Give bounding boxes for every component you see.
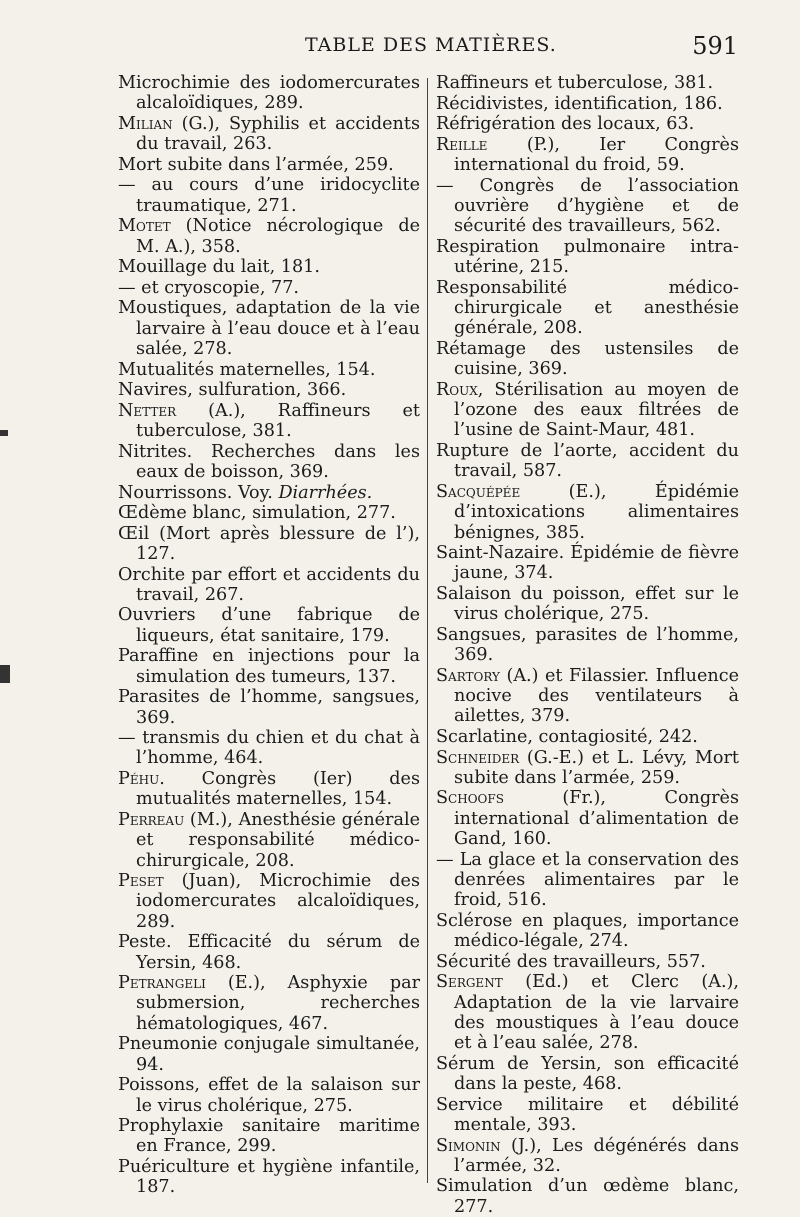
index-column-left [118,73,420,1198]
entry-text: Puériculture et hygiène infantile, 187. [118,1157,420,1198]
index-entry [436,584,739,625]
entry-text: Paraffine en injections pour la simulation des tumeurs, 137. [118,646,420,687]
index-entry [118,503,420,523]
author-name: Peset [118,871,164,892]
entry-text: (A.) et Filassier. Influence nocive des ventilateurs à ailettes, 379. [454,665,739,727]
index-entry [118,298,420,359]
entry-text: Sclérose en plaques, importance médico-légale, 274. [436,910,739,952]
index-entry [436,114,739,134]
author-name: Sartory [436,665,500,686]
index-entry [436,1095,739,1136]
index-entry [436,73,739,93]
index-entry [436,339,739,380]
entry-text: Microchimie des iodomercurates alcaloïdiques, 289. [118,73,420,114]
index-entry [118,1075,420,1116]
author-name: Roux [436,379,478,400]
entry-text: Mort subite dans l’armée, 259. [118,154,394,175]
index-entry [118,380,420,400]
entry-text: . Congrès (Ier) des mutualités maternelles, 154. [136,769,420,810]
author-name: Sergent [436,972,503,993]
page-title: TABLE DES MATIÈRES. [305,34,557,56]
index-entry [436,135,739,176]
index-entry [436,911,739,952]
author-name: Péhu [118,769,160,790]
index-entry [436,380,739,441]
index-entry [118,769,420,810]
index-column-right [436,73,739,1217]
index-entry [436,850,739,911]
index-entry [436,788,739,849]
entry-text: Sangsues, parasites de l’homme, 369. [436,624,739,666]
author-name: Simonin [436,1135,501,1156]
entry-text: (M.), Anesthésie générale et responsabilité médico-chirurgicale, 208. [136,809,420,871]
index-entry [118,810,420,871]
index-entry [436,727,739,747]
entry-text: Mouillage du lait, 181. [118,257,320,278]
entry-text: — au cours d’une iridocyclite traumatique, 271. [118,175,420,216]
author-name: Sacquépée [436,481,521,502]
index-entry [118,1034,420,1075]
entry-text: Service militaire et débilité mentale, 393. [436,1094,739,1135]
entry-text: (E.), Asphyxie par submersion, recherches hématologiques, 467. [136,973,420,1034]
entry-text: Nitrites. Recherches dans les eaux de boisson, 369. [118,441,420,482]
entry-text: Salaison du poisson, effet sur le virus cholérique, 275. [436,583,739,625]
index-entry [118,73,420,114]
index-entry [118,687,420,728]
author-name: Milian [118,113,173,134]
index-entry [118,114,420,155]
entry-text: Mutualités maternelles, 154. [118,359,376,380]
entry-text: (E.), Épidémie d’intoxications alimentaires bénignes, 385. [454,481,739,543]
entry-text: (Juan), Microchimie des iodomercurates alcaloïdiques, 289. [136,871,420,932]
index-entry [118,360,420,380]
index-entry [436,176,739,237]
index-entry [118,871,420,932]
index-entry [436,278,739,339]
entry-text: Pneumonie conjugale simultanée, 94. [118,1034,420,1075]
running-header [0,32,800,62]
entry-text: — Congrès de l’association ouvrière d’hygiène et de sécurité des travailleurs, 562. [436,175,739,237]
index-entry [436,1136,739,1177]
index-entry [436,952,739,972]
index-entry [118,565,420,606]
entry-text: Rupture de l’aorte, accident du travail, 587. [436,441,739,482]
index-entry [118,278,420,298]
entry-text: Simulation d’un œdème blanc, 277. [436,1176,739,1217]
entry-text: Récidivistes, identification, 186. [436,93,723,114]
entry-text: (G.-E.) et L. Lévy, Mort subite dans l’armée, 259. [454,747,739,788]
index-entry [436,94,739,114]
entry-text: (Ed.) et Clerc (A.), Adaptation de la vie larvaire des moustiques à l’eau douce et à l’eau salée, 278. [454,972,739,1054]
entry-text: Rétamage des ustensiles de cuisine, 369. [436,338,739,380]
index-entry [118,257,420,277]
entry-text: Œdème blanc, simulation, 277. [118,503,396,524]
index-entry [118,216,420,257]
index-entry [436,1054,739,1095]
index-entry [118,932,420,973]
entry-text: Poissons, effet de la salaison sur le virus cholérique, 275. [118,1075,420,1116]
entry-text: Nourrissons. Voy. [118,482,279,503]
index-entry [118,401,420,442]
entry-text: Responsabilité médico-chirurgicale et anesthésie générale, 208. [436,277,739,339]
page-number: 591 [692,32,738,60]
index-entry [436,748,739,789]
page-edge-mark [0,665,10,683]
entry-text: (A.), Raffineurs et tuberculose, 381. [136,400,420,442]
author-name: Motet [118,216,171,237]
entry-text: — transmis du chien et du chat à l’homme, 464. [118,728,420,769]
author-name: Schneider [436,747,520,768]
author-name: Netter [118,400,177,421]
entry-text: (Notice nécrologique de M. A.), 358. [136,216,420,257]
page-edge-mark [0,430,8,436]
index-entry [436,666,739,727]
entry-text: Œil (Mort après blessure de l’), 127. [118,523,420,564]
index-entry [118,973,420,1034]
entry-text: Parasites de l’homme, sangsues, 369. [118,687,420,728]
author-name: Reille [436,134,488,155]
entry-text: Scarlatine, contagiosité, 242. [436,726,698,747]
entry-text: Sécurité des travailleurs, 557. [436,951,706,972]
index-entry [118,442,420,483]
cross-reference: Diarrhées. [278,482,373,503]
index-entry [118,524,420,565]
index-entry [436,441,739,482]
entry-text: (G.), Syphilis et accidents du travail, 263. [136,113,420,155]
index-entry [118,155,420,175]
entry-text: Saint-Nazaire. Épidémie de fièvre jaune, 374. [436,543,739,584]
author-name: Petrangeli [118,973,206,994]
entry-text: Respiration pulmonaire intra-utérine, 215. [436,236,739,278]
entry-text: Sérum de Yersin, son efficacité dans la peste, 468. [436,1053,739,1095]
index-entry [118,646,420,687]
entry-text: Moustiques, adaptation de la vie larvaire à l’eau douce et à l’eau salée, 278. [118,298,420,359]
index-entry [436,482,739,543]
entry-text: , Stérilisation au moyen de l’ozone des eaux filtrées de l’usine de Saint-Maur, 481. [454,379,739,441]
index-entry [118,605,420,646]
index-entry [118,175,420,216]
index-entry [436,1176,739,1217]
index-entry [436,237,739,278]
index-entry [118,1157,420,1198]
index-entry [118,1116,420,1157]
entry-text: Orchite par effort et accidents du travail, 267. [118,564,420,605]
entry-text: Ouvriers d’une fabrique de liqueurs, état sanitaire, 179. [118,605,420,646]
entry-text: Navires, sulfuration, 366. [118,380,347,401]
entry-text: — et cryoscopie, 77. [118,277,299,298]
entry-text: (P.), Ier Congrès international du froid, 59. [454,134,739,176]
index-entry [436,972,739,1053]
author-name: Perreau [118,809,185,830]
entry-text: (J.), Les dégénérés dans l’armée, 32. [454,1135,739,1176]
author-name: Schoofs [436,788,504,809]
entry-text: Raffineurs et tuberculose, 381. [436,73,714,93]
entry-text: Prophylaxie sanitaire maritime en France, 299. [118,1116,420,1157]
entry-text: Réfrigération des locaux, 63. [436,114,695,135]
column-divider [427,78,428,1183]
index-entry [118,728,420,769]
entry-text: Peste. Efficacité du sérum de Yersin, 468. [118,932,420,973]
entry-text: — La glace et la conservation des denrées alimentaires par le froid, 516. [436,849,739,911]
entry-text: (Fr.), Congrès international d’alimentation de Gand, 160. [454,788,739,850]
index-entry [436,543,739,584]
index-entry [436,625,739,666]
index-entry [118,483,420,503]
